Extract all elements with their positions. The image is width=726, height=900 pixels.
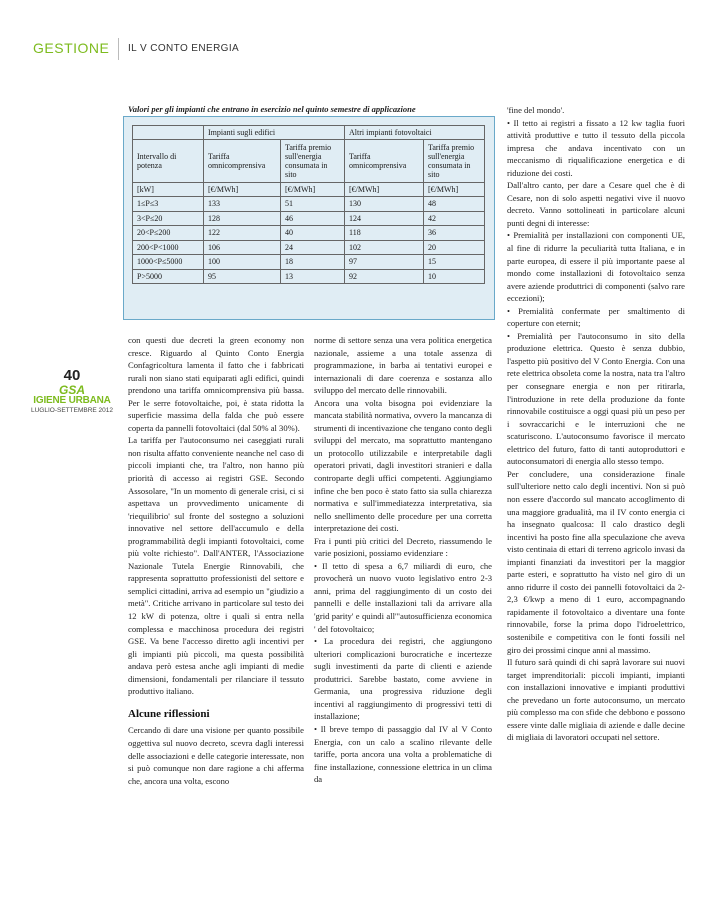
table-cell: 95 bbox=[204, 269, 281, 284]
sidebar-masthead bbox=[22, 368, 122, 415]
issue-date: LUGLIO-SETTEMBRE 2012 bbox=[31, 407, 113, 414]
table-cell: 46 bbox=[281, 211, 345, 226]
table-row bbox=[133, 226, 485, 241]
paragraph: con questi due decreti la green economy non cresce. Riguardo al Quinto Conto Energia Confagricoltura lamenta il fatto che i fabbricati rurali non siano stati equiparati agli edifici, quindi prendono una tariffa omnicomprensiva più bassa. Per le serre fotovoltaiche, poi, è stata ridotta la superficie massima della falda che può essere coperta da pannelli fotovoltaici (dal 50% al 30%). bbox=[128, 335, 304, 433]
table-cell: 18 bbox=[281, 255, 345, 270]
gsa-logo: GSA bbox=[58, 383, 85, 397]
table-row bbox=[133, 240, 485, 255]
unit-cell: [€/MWh] bbox=[281, 183, 345, 197]
table-row bbox=[133, 211, 485, 226]
table-cell: 42 bbox=[424, 211, 485, 226]
text-column-1 bbox=[128, 334, 304, 787]
bullet-item: • Il tetto di spesa a 6,7 miliardi di euro, che provocherà un nuovo vuoto legislativo entro 2-3 anni, prima del raggiungimento di un costo dei pannelli e delle installazioni tali da arrivare alla 'grid parity' e quindi all'"autosufficienza economica ' del fotovoltaico; bbox=[314, 560, 492, 634]
page-subtitle: IL V CONTO ENERGIA bbox=[128, 43, 240, 54]
table-row bbox=[133, 269, 485, 284]
unit-cell: [€/MWh] bbox=[424, 183, 485, 197]
table-cell: 40 bbox=[281, 226, 345, 241]
table-cell: 20<P≤200 bbox=[133, 226, 204, 241]
table-cell: 106 bbox=[204, 240, 281, 255]
table-cell: 124 bbox=[345, 211, 424, 226]
paragraph: Dall'altro canto, per dare a Cesare quel che è di Cesare, non di solo aspetti negativi vive il nuovo decreto. Vanno sottolineati in particolare alcuni punti degni di interesse: bbox=[507, 180, 685, 228]
bullet-item: • Premialità per installazioni con componenti UE, al fine di ridurre la peculiarità tutta Italiana, e in parte europea, di essere il più importante paese al mondo come installazioni di fotovoltaico senza avere aziende produttrici di componenti (salvo rare eccezioni); bbox=[507, 230, 685, 304]
col-header-power: Intervallo di potenza bbox=[133, 140, 204, 183]
table-cell: 15 bbox=[424, 255, 485, 270]
table-cell: 48 bbox=[424, 197, 485, 212]
paragraph: La tariffa per l'autoconsumo nei caseggiati rurali non risulta affatto conveniente neanche nel caso di piccoli impianti che, tra l'altro, non hanno più priorità di accesso ai registri GSE. Secondo Assosolare, "In un momento di generale crisi, ci si aspettava un provvedimento unicamente di 'riequilibrio' sul fronte del sostegno a soluzioni innovative nel settore dell'accumulo e della programmabilità degli impianti fotovoltaici, come più volte richiesto". Dall'ANTER, l'Associazione Nazionale Tutela Energie Rinnovabili, che rappresenta soprattutto professionisti del settore e semplici cittadini, arriva ad esempio un "giudizio a metà". Critiche arrivano in particolare sul testo dei 12 kW di potenza, oltre i quali si entra nella complessa e macchinosa procedura dei registri GSE. Va bene l'accesso diretto agli incentivi per gli impianti più piccoli, ma questa possibilità andava però estesa anche agli impianti di medie dimensioni, fondamentali per rilanciare il tessuto produttivo italiano. bbox=[128, 435, 304, 697]
table-cell: 20 bbox=[424, 240, 485, 255]
tariff-table bbox=[132, 125, 485, 284]
magazine-logo: IGIENE URBANA bbox=[33, 395, 111, 406]
paragraph: norme di settore senza una vera politica energetica nazionale, assieme a una totale assenza di programmazione, in barba ai tentativi europei e internazionali di dare coerenza e sostanza allo sviluppo del mercato delle rinnovabili. bbox=[314, 335, 492, 396]
table-cell: 1≤P≤3 bbox=[133, 197, 204, 212]
col-header-tariff-1: Tariffa omnicomprensiva bbox=[204, 140, 281, 183]
table-cell: 92 bbox=[345, 269, 424, 284]
table-cell: 36 bbox=[424, 226, 485, 241]
table-caption: Valori per gli impianti che entrano in esercizio nel quinto semestre di applicazione bbox=[128, 104, 416, 114]
table-cell: 1000<P≤5000 bbox=[133, 255, 204, 270]
table-cell: 130 bbox=[345, 197, 424, 212]
unit-cell: [€/MWh] bbox=[345, 183, 424, 197]
paragraph: Per concludere, una considerazione finale sull'ulteriore netto calo degli incentivi. Non si può non essere d'accordo sul mancato accoglimento di una maggiore gradualità, ma il IV conto energia ci ha insegnato qualcosa: Il calo drastico degli incentivi ha posto fine alla speculazione che aveva visto centinaia di ettari di terreno agricolo invasi da impianti finanziati da investitori per la maggior parte esteri, e soprattutto ha visto nel giro di un anno ridurre il costo dei pannelli fotovoltaici da 2-2,3 €/kwp a meno di 1 euro, accompagnando rapidamente il fotovoltaico a diventare una fonte rinnovabile, forse la prima dopo l'idroelettrico, sostenibile e competitiva con le fonti fossili nel giro dei prossimi cinque anni al massimo. bbox=[507, 468, 685, 655]
group-header-buildings: Impianti sugli edifici bbox=[204, 126, 345, 140]
bullet-item: • Premialità per l'autoconsumo in sito della produzione elettrica. Questo è senza dubbio, l'aspetto più positivo del V Conto Energia. Con una rete elettrica obsoleta come la nostra, nata tra l'altro per consegnare energia e non per ritirarla, l'introduzione in rete della produzione da fonte rinnovabile costituisce a oggi quasi più un peso per i sovraccarichi e le interruzioni che ne scaturiscono. L'autoconsumo favorisce il mercato elettrico del futuro, fatto di tanti autoproduttori e autoconsumatori di energia allo stesso tempo. bbox=[507, 330, 685, 467]
unit-cell: [€/MWh] bbox=[204, 183, 281, 197]
bullet-item: • La procedura dei registri, che aggiungono ulteriori complicazioni burocratiche e incertezze sugli investimenti da parte di clienti e aziende produttrici. Sarebbe bastato, come avviene in Germania, una progressiva riduzione degli incentivi al raggiungimento di progressivi tetti di installazione; bbox=[314, 636, 492, 722]
table-cell: 100 bbox=[204, 255, 281, 270]
paragraph: Ancora una volta bisogna poi evidenziare la mancata stabilità normativa, ovvero la mancanza di strumenti di incentivazione che tengano conto degli sviluppi del mercato, ma soprattutto mantengano un protocollo utilizzabile e interpretabile dagli operatori privati, dagli investitori stranieri e dalla controparte degli uffici competenti. Aggiungiamo infine che ben poco è stato fatto sia sulla chiarezza normativa e sull'immediatezza interpretativa, sia nello snellimento delle procedure per una corretta interpretazione dei costi. bbox=[314, 397, 492, 534]
table-cell: 97 bbox=[345, 255, 424, 270]
table-cell: 10 bbox=[424, 269, 485, 284]
col-header-tariff-2: Tariffa omnicomprensiva bbox=[345, 140, 424, 183]
table-cell: 200<P<1000 bbox=[133, 240, 204, 255]
col-header-premium-2: Tariffa premio sull'energia consumata in sito bbox=[424, 140, 485, 183]
table-cell: P>5000 bbox=[133, 269, 204, 284]
text-column-2 bbox=[314, 334, 492, 786]
col-header-premium-1: Tariffa premio sull'energia consumata in sito bbox=[281, 140, 345, 183]
table-cell: 133 bbox=[204, 197, 281, 212]
table-header-empty bbox=[133, 126, 204, 140]
table-cell: 128 bbox=[204, 211, 281, 226]
bullet-item: • Premialità confermate per smaltimento di coperture con eternit; bbox=[507, 305, 685, 329]
text-column-3 bbox=[507, 104, 685, 744]
table-row bbox=[133, 197, 485, 212]
bullet-item: • Il tetto ai registri a fissato a 12 kw taglia fuori attività produttive e tutto il tessuto della piccola impresa che andava incentivato con un meccanismo di riqualificazione energetica e di riduzione dei costi. bbox=[507, 117, 685, 178]
bullet-item: • Il breve tempo di passaggio dal IV al V Conto Energia, con un calo a scalino rilevante delle tariffe, porta ancora una volta a problematiche di fine installazione, connessione elettrica in un clima da bbox=[314, 723, 492, 785]
table-cell: 51 bbox=[281, 197, 345, 212]
header-divider bbox=[118, 38, 119, 60]
table-cell: 24 bbox=[281, 240, 345, 255]
table-row bbox=[133, 255, 485, 270]
table-cell: 122 bbox=[204, 226, 281, 241]
page-number: 40 bbox=[63, 367, 81, 384]
table-cell: 13 bbox=[281, 269, 345, 284]
paragraph: 'fine del mondo'. bbox=[507, 105, 565, 115]
table-cell: 118 bbox=[345, 226, 424, 241]
table-cell: 3<P≤20 bbox=[133, 211, 204, 226]
section-title: GESTIONE bbox=[33, 40, 110, 56]
paragraph: Il futuro sarà quindi di chi saprà lavorare sui nuovi target imprenditoriali: piccoli impianti, impianti con installazioni innovative e impianti produttivi che prevedano un forte autoconsumo, un mercato più complesso ma con sfide che debbono e possono essere vinte dalle migliaia di aziende e dalle decine di migliaia di lavoratori occupati nel settore. bbox=[507, 657, 685, 743]
section-heading: Alcune riflessioni bbox=[128, 707, 210, 720]
paragraph: Cercando di dare una visione per quanto possibile oggettiva sul nuovo decreto, scevra dagli interessi delle associazioni e delle categorie interessate, non si può comunque non dare ragione a chi afferma che, ancora una volta, escono bbox=[128, 725, 304, 786]
paragraph: Fra i punti più critici del Decreto, riassumendo le varie posizioni, possiamo evidenziare : bbox=[314, 535, 492, 559]
group-header-other: Altri impianti fotovoltaici bbox=[345, 126, 485, 140]
table-cell: 102 bbox=[345, 240, 424, 255]
unit-cell: [kW] bbox=[133, 183, 204, 197]
